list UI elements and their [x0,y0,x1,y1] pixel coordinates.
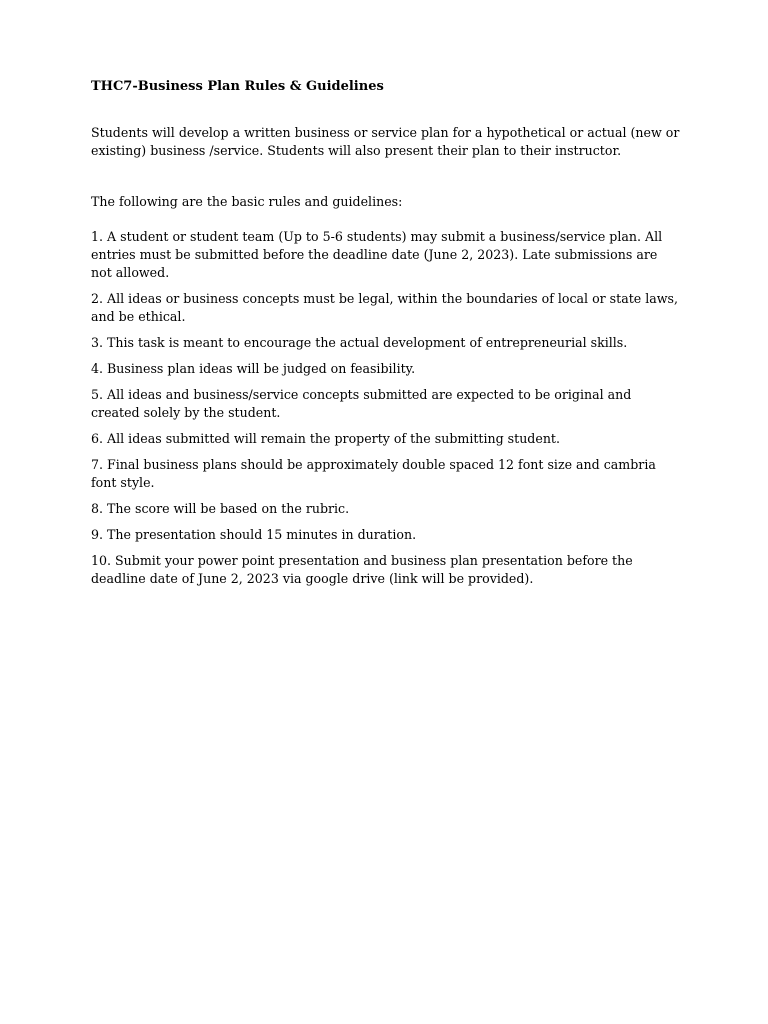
rule-item-7: 7. Final business plans should be approximately double spaced 12 font size and cambria font style. [91,457,656,490]
rule-item-4: 4. Business plan ideas will be judged on feasibility. [91,361,416,376]
rule-item-3: 3. This task is meant to encourage the actual development of entrepreneurial skills. [91,335,628,350]
rule-item-9: 9. The presentation should 15 minutes in duration. [91,527,417,542]
intro-paragraph: Students will develop a written business or service plan for a hypothetical or actual (new or existing) business /service. Students will also present their plan to their instructor. [91,125,680,158]
rule-item-8: 8. The score will be based on the rubric. [91,501,350,516]
rule-item-5: 5. All ideas and business/service concepts submitted are expected to be original and created solely by the student. [91,387,632,420]
rule-item-2: 2. All ideas or business concepts must be legal, within the boundaries of local or state laws, and be ethical. [91,291,679,324]
document-title: THC7-Business Plan Rules & Guidelines [91,79,384,94]
document-content [91,78,681,596]
rules-lead-paragraph: The following are the basic rules and guidelines: [91,194,403,209]
rule-item-1: 1. A student or student team (Up to 5-6 students) may submit a business/service plan. All entries must be submitted before the deadline date (June 2, 2023). Late submissions are not allowed. [91,229,663,280]
rules-list [91,228,681,588]
rule-item-6: 6. All ideas submitted will remain the property of the submitting student. [91,431,561,446]
rule-item-10: 10. Submit your power point presentation and business plan presentation before the deadline date of June 2, 2023 via google drive (link will be provided). [91,553,633,586]
